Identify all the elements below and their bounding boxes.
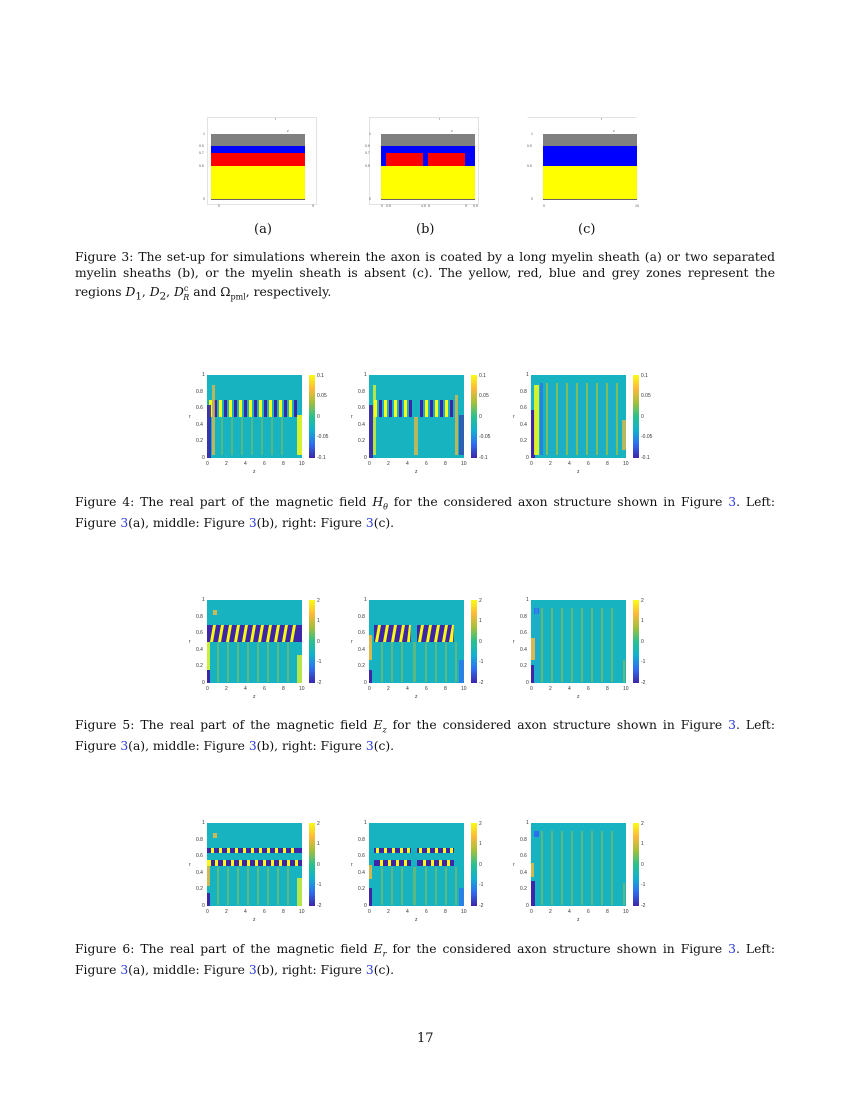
xtick: 2 xyxy=(225,461,228,467)
caption-text: . Left: Figure xyxy=(75,718,775,754)
xtick: 6 xyxy=(263,461,266,467)
ytick: 0.6 xyxy=(196,630,203,636)
colorbar-tick: 2 xyxy=(641,598,644,604)
xtick: 0 xyxy=(381,204,383,208)
ytick: 0.2 xyxy=(196,663,203,669)
ytick: 0.4 xyxy=(358,422,365,428)
ytick: 0 xyxy=(526,455,529,461)
ytick: 0.4 xyxy=(196,422,203,428)
xtick: 8 xyxy=(444,461,447,467)
heatmap-axes xyxy=(369,375,464,458)
zone-grey xyxy=(381,134,475,146)
figure-ref-link[interactable]: 3 xyxy=(728,495,737,509)
ytick: 0.8 xyxy=(520,837,527,843)
heatmap-axes xyxy=(531,823,626,906)
ytick: 0.2 xyxy=(196,886,203,892)
caption-text: (a), xyxy=(128,739,149,754)
colorbar-tick: 2 xyxy=(317,598,320,604)
xtick: 2 xyxy=(225,686,228,692)
ytick: 0.7 xyxy=(365,151,370,155)
caption-text: and xyxy=(189,285,221,300)
xlabel: z xyxy=(253,469,256,475)
xtick: 8 xyxy=(444,686,447,692)
ytick: 0 xyxy=(202,680,205,686)
colorbar-tick: 2 xyxy=(479,821,482,827)
xtick: 0 xyxy=(206,909,209,915)
ylabel: r xyxy=(351,414,353,420)
ytick: 0.6 xyxy=(358,853,365,859)
xtick: 0 xyxy=(543,204,545,208)
colorbar-tick: 0.05 xyxy=(317,393,327,399)
domain-plot xyxy=(543,134,637,200)
xtick: 8 xyxy=(444,909,447,915)
colorbar-tick: -1 xyxy=(317,882,322,888)
figure-ref-link[interactable]: 3 xyxy=(365,963,374,978)
ytick: 0 xyxy=(202,455,205,461)
ytick: 0 xyxy=(531,197,533,201)
figure-ref-link[interactable]: 3 xyxy=(248,516,257,531)
figure4-right-heatmap xyxy=(513,370,659,480)
colorbar-tick: 0.1 xyxy=(317,373,324,379)
caption-text: (c). xyxy=(373,963,395,978)
ytick: 1 xyxy=(202,820,205,826)
xtick: 10 xyxy=(299,461,305,467)
figure6-middle-heatmap xyxy=(351,818,497,928)
colorbar-tick: 0 xyxy=(479,862,482,868)
ytick: 0.6 xyxy=(358,405,365,411)
axis-arrow-r: r xyxy=(601,117,603,121)
xtick: 10 xyxy=(635,204,639,208)
figure3-panel-c xyxy=(517,113,637,208)
ytick: 0.8 xyxy=(358,837,365,843)
xtick: 8 xyxy=(282,686,285,692)
ytick: 0 xyxy=(364,680,367,686)
colorbar-tick: 1 xyxy=(317,618,320,624)
figure4-left-heatmap xyxy=(189,370,335,480)
colorbar-tick: 0.1 xyxy=(479,373,486,379)
xtick: 9 xyxy=(312,204,314,208)
heatmap-axes xyxy=(207,375,302,458)
ytick: 0.9 xyxy=(527,144,532,148)
zone-yellow xyxy=(211,166,305,199)
xlabel: z xyxy=(253,917,256,923)
xlabel: z xyxy=(415,917,418,923)
colorbar-tick: -1 xyxy=(479,659,484,665)
colorbar-tick: 2 xyxy=(641,821,644,827)
ytick: 0.5 xyxy=(365,164,370,168)
figure-ref-link[interactable]: 3 xyxy=(365,516,374,531)
ytick: 1 xyxy=(526,372,529,378)
caption-text: middle: Figure xyxy=(152,963,249,978)
ylabel: r xyxy=(189,862,191,868)
xtick: 2 xyxy=(387,909,390,915)
figure-ref-link[interactable]: 3 xyxy=(120,516,129,531)
caption-text: Figure 6: The real part of the magnetic field xyxy=(75,942,374,956)
ytick: 0.8 xyxy=(520,614,527,620)
colorbar-tick: 0 xyxy=(641,862,644,868)
xtick: 10 xyxy=(623,686,629,692)
xtick: 0 xyxy=(206,686,209,692)
ytick: 1 xyxy=(526,820,529,826)
domain-plot xyxy=(211,134,305,200)
colorbar-tick: 1 xyxy=(317,841,320,847)
xtick: 9 xyxy=(465,204,467,208)
xtick: 10 xyxy=(299,686,305,692)
ytick: 0 xyxy=(203,197,205,201)
ytick: 0.2 xyxy=(358,438,365,444)
xtick: 10 xyxy=(623,461,629,467)
xtick: 10 xyxy=(461,686,467,692)
ytick: 1 xyxy=(203,132,205,136)
xtick: 10 xyxy=(461,909,467,915)
ytick: 1 xyxy=(364,372,367,378)
figure3-caption: Figure 3: The set-up for simulations wherein the axon is coated by a long myelin sheath (a) or two separated myelin sheaths (b), or the myelin sheath is absent (c). The yellow, red, blue and grey zones represent the regions $D_1$, $D_2$, $D^c_R$ and $\Omega_{pml}$, respectively. xyxy=(75,250,775,303)
xtick: 6 xyxy=(425,909,428,915)
xtick: 8 xyxy=(606,909,609,915)
colorbar xyxy=(309,823,315,906)
figure5-left-heatmap xyxy=(189,595,335,705)
colorbar-tick: 1 xyxy=(641,841,644,847)
ytick: 0.6 xyxy=(358,630,365,636)
colorbar-tick: -0.1 xyxy=(317,455,326,461)
xtick: 4 xyxy=(406,909,409,915)
ylabel: r xyxy=(351,862,353,868)
colorbar xyxy=(309,600,315,683)
xtick: 6 xyxy=(263,909,266,915)
colorbar-tick: 0.05 xyxy=(479,393,489,399)
colorbar-tick: -2 xyxy=(641,680,646,686)
figure-ref-link[interactable]: 3 xyxy=(365,739,374,754)
axis-arrow-r: r xyxy=(439,117,441,121)
field-symbol: $E_z$ xyxy=(373,718,387,735)
colorbar-tick: -2 xyxy=(641,903,646,909)
axis-arrow-z: z xyxy=(287,129,289,133)
xlabel: z xyxy=(415,469,418,475)
caption-text: (a), xyxy=(128,963,149,978)
figure-ref-link[interactable]: 3 xyxy=(248,963,257,978)
heatmap-axes xyxy=(531,600,626,683)
colorbar xyxy=(471,600,477,683)
xtick: 4 xyxy=(568,909,571,915)
ytick: 0.5 xyxy=(199,164,204,168)
colorbar-tick: -0.05 xyxy=(479,434,491,440)
domain-plot xyxy=(381,134,475,200)
zone-blue xyxy=(543,146,637,166)
figure4-middle-heatmap xyxy=(351,370,497,480)
baseline xyxy=(543,199,637,200)
ytick: 0.4 xyxy=(358,870,365,876)
colorbar-tick: 0 xyxy=(479,639,482,645)
colorbar-tick: -1 xyxy=(479,882,484,888)
caption-text: middle: Figure xyxy=(152,516,249,531)
xtick: 2 xyxy=(387,461,390,467)
axis-arrow-z: z xyxy=(613,129,615,133)
xtick: 10 xyxy=(299,909,305,915)
colorbar-tick: 0 xyxy=(641,414,644,420)
xtick: 2 xyxy=(549,686,552,692)
xtick: 6 xyxy=(587,686,590,692)
caption-text: Figure 5: The real part of the magnetic field xyxy=(75,718,374,732)
ytick: 0.8 xyxy=(358,389,365,395)
xtick: 4 xyxy=(568,461,571,467)
figure5-caption xyxy=(75,717,775,754)
xtick: 0 xyxy=(368,461,371,467)
xtick: 0.5 xyxy=(386,204,391,208)
figure6-right-heatmap xyxy=(513,818,659,928)
zone-grey xyxy=(543,134,637,146)
xtick: 8 xyxy=(282,909,285,915)
xtick: 2 xyxy=(549,461,552,467)
figure5-middle-heatmap xyxy=(351,595,497,705)
xtick: 0 xyxy=(530,461,533,467)
figure6-caption xyxy=(75,941,775,978)
xtick: 8 xyxy=(606,461,609,467)
colorbar xyxy=(633,600,639,683)
colorbar-tick: -1 xyxy=(641,882,646,888)
colorbar-tick: -2 xyxy=(479,903,484,909)
ylabel: r xyxy=(513,862,515,868)
zone-red xyxy=(211,153,305,166)
caption-text: (b), right: Figure xyxy=(256,963,366,978)
axis-arrow-z: z xyxy=(451,129,453,133)
colorbar-tick: 0 xyxy=(641,639,644,645)
ytick: 0.4 xyxy=(358,647,365,653)
heatmap-axes xyxy=(207,823,302,906)
figure-ref-link[interactable]: 3 xyxy=(728,718,736,732)
colorbar-tick: 2 xyxy=(317,821,320,827)
xlabel: z xyxy=(577,694,580,700)
caption-text: (c). xyxy=(373,739,395,754)
ytick: 0.2 xyxy=(520,886,527,892)
colorbar-tick: -1 xyxy=(641,659,646,665)
figure3-panel-a xyxy=(197,113,317,208)
ytick: 0.9 xyxy=(365,144,370,148)
colorbar xyxy=(471,823,477,906)
axis-arrow-r: r xyxy=(275,117,277,121)
colorbar-tick: 1 xyxy=(479,618,482,624)
page-number: 17 xyxy=(417,1031,434,1046)
ytick: 0.9 xyxy=(199,144,204,148)
ylabel: r xyxy=(189,639,191,645)
colorbar-tick: -2 xyxy=(317,903,322,909)
colorbar-tick: 0 xyxy=(479,414,482,420)
ytick: 0.2 xyxy=(358,663,365,669)
ytick: 0.2 xyxy=(196,438,203,444)
colorbar-tick: -1 xyxy=(317,659,322,665)
figure-ref-link[interactable]: 3 xyxy=(120,739,129,754)
caption-text: Figure 3: The set-up for simulations wherein the axon is coated by a long myelin sheath (a) or two separated myelin sheaths (b), or the myelin sheath is absent (c). The yellow, red, blue and grey zones represent the regions xyxy=(75,250,775,300)
ytick: 0.4 xyxy=(196,647,203,653)
ytick: 0.5 xyxy=(527,164,532,168)
xtick: 10 xyxy=(461,461,467,467)
ylabel: r xyxy=(189,414,191,420)
xtick: 6 xyxy=(425,461,428,467)
caption-text: , respectively. xyxy=(245,285,332,300)
colorbar-tick: -0.1 xyxy=(479,455,488,461)
colorbar xyxy=(471,375,477,458)
colorbar-tick: 0 xyxy=(317,639,320,645)
ylabel: r xyxy=(513,414,515,420)
colorbar-tick: 1 xyxy=(479,841,482,847)
caption-text: middle: Figure xyxy=(152,739,249,754)
xtick: 6 xyxy=(263,686,266,692)
ytick: 1 xyxy=(202,372,205,378)
caption-text: (c). xyxy=(373,516,395,531)
ytick: 0 xyxy=(526,903,529,909)
xtick: 9.5 xyxy=(473,204,478,208)
ytick: 0.6 xyxy=(520,853,527,859)
xtick: 4.5 xyxy=(421,204,426,208)
zone-yellow xyxy=(543,166,637,199)
xtick: 2 xyxy=(549,909,552,915)
xtick: 8 xyxy=(282,461,285,467)
xtick: 2 xyxy=(387,686,390,692)
xtick: 0 xyxy=(368,909,371,915)
ytick: 1 xyxy=(369,132,371,136)
colorbar-tick: 0.05 xyxy=(641,393,651,399)
field-symbol: $E_r$ xyxy=(373,942,387,959)
xlabel: z xyxy=(253,694,256,700)
baseline xyxy=(381,199,475,200)
ytick: 0.4 xyxy=(196,870,203,876)
ytick: 0.4 xyxy=(520,422,527,428)
colorbar-tick: -0.05 xyxy=(641,434,653,440)
ytick: 1 xyxy=(202,597,205,603)
ytick: 0.8 xyxy=(196,389,203,395)
caption-text: for the considered axon structure shown in Figure xyxy=(386,942,729,956)
heatmap-axes xyxy=(531,375,626,458)
colorbar xyxy=(633,375,639,458)
colorbar-tick: 1 xyxy=(641,618,644,624)
colorbar-tick: 0 xyxy=(317,862,320,868)
xlabel: z xyxy=(577,917,580,923)
caption-text: for the considered axon structure shown in Figure xyxy=(387,495,729,509)
zone-red-sheath-1 xyxy=(386,153,423,166)
caption-text: . Left: Figure xyxy=(75,495,775,531)
subcaption-b: (b) xyxy=(416,222,435,237)
xtick: 6 xyxy=(587,909,590,915)
ytick: 0 xyxy=(202,903,205,909)
xtick: 6 xyxy=(425,686,428,692)
colorbar-tick: -0.05 xyxy=(317,434,329,440)
ytick: 0 xyxy=(364,903,367,909)
ytick: 0.6 xyxy=(520,405,527,411)
heatmap-axes xyxy=(369,600,464,683)
caption-text: for the considered axon structure shown in Figure xyxy=(386,718,729,732)
colorbar-tick: 0.1 xyxy=(641,373,648,379)
ytick: 0.6 xyxy=(520,630,527,636)
ytick: 0.8 xyxy=(196,614,203,620)
xtick: 0 xyxy=(530,686,533,692)
subcaption-c: (c) xyxy=(578,222,596,237)
xtick: 5 xyxy=(428,204,430,208)
ytick: 0 xyxy=(364,455,367,461)
xtick: 4 xyxy=(406,686,409,692)
xlabel: z xyxy=(577,469,580,475)
figure-ref-link[interactable]: 3 xyxy=(248,739,257,754)
ytick: 1 xyxy=(526,597,529,603)
ylabel: r xyxy=(351,639,353,645)
ytick: 0 xyxy=(369,197,371,201)
colorbar-tick: 0 xyxy=(317,414,320,420)
colorbar-tick: -2 xyxy=(479,680,484,686)
field-symbol: $H_\theta$ xyxy=(372,495,388,512)
colorbar-tick: 2 xyxy=(479,598,482,604)
heatmap-axes xyxy=(369,823,464,906)
ytick: 0.6 xyxy=(196,405,203,411)
xtick: 2 xyxy=(225,909,228,915)
ytick: 0.2 xyxy=(358,886,365,892)
xtick: 10 xyxy=(623,909,629,915)
heatmap-axes xyxy=(207,600,302,683)
figure5-right-heatmap xyxy=(513,595,659,705)
xtick: 8 xyxy=(606,686,609,692)
caption-text: . Left: Figure xyxy=(75,942,775,978)
xtick: 0 xyxy=(206,461,209,467)
ylabel: r xyxy=(513,639,515,645)
colorbar xyxy=(633,823,639,906)
xtick: 0 xyxy=(218,204,220,208)
colorbar-tick: -0.1 xyxy=(641,455,650,461)
ytick: 0 xyxy=(526,680,529,686)
zone-blue xyxy=(211,146,305,153)
ytick: 1 xyxy=(364,597,367,603)
ytick: 0.8 xyxy=(520,389,527,395)
figure4-caption xyxy=(75,494,775,531)
caption-text: (b), right: Figure xyxy=(256,516,366,531)
figure3-panel-b xyxy=(359,113,479,208)
colorbar xyxy=(309,375,315,458)
zone-grey xyxy=(211,134,305,146)
baseline xyxy=(211,199,305,200)
figure-ref-link[interactable]: 3 xyxy=(728,942,736,956)
zone-red-sheath-2 xyxy=(428,153,465,166)
xtick: 4 xyxy=(406,461,409,467)
ytick: 0.2 xyxy=(520,663,527,669)
caption-text: (b), right: Figure xyxy=(256,739,366,754)
caption-text: Figure 4: The real part of the magnetic field xyxy=(75,495,373,509)
caption-text: (a), xyxy=(128,516,149,531)
ytick: 0.4 xyxy=(520,647,527,653)
ytick: 0.2 xyxy=(520,438,527,444)
ytick: 0.7 xyxy=(199,151,204,155)
xtick: 0 xyxy=(530,909,533,915)
ytick: 0.4 xyxy=(520,870,527,876)
xlabel: z xyxy=(415,694,418,700)
ytick: 0.6 xyxy=(196,853,203,859)
xtick: 4 xyxy=(568,686,571,692)
figure-ref-link[interactable]: 3 xyxy=(120,963,129,978)
xtick: 6 xyxy=(587,461,590,467)
zone-yellow xyxy=(381,166,475,199)
xtick: 4 xyxy=(244,461,247,467)
ytick: 0.8 xyxy=(196,837,203,843)
ytick: 1 xyxy=(364,820,367,826)
figure6-left-heatmap xyxy=(189,818,335,928)
subcaption-a: (a) xyxy=(254,222,272,237)
colorbar-tick: -2 xyxy=(317,680,322,686)
ytick: 1 xyxy=(531,132,533,136)
ytick: 0.8 xyxy=(358,614,365,620)
xtick: 4 xyxy=(244,909,247,915)
xtick: 0 xyxy=(368,686,371,692)
xtick: 4 xyxy=(244,686,247,692)
